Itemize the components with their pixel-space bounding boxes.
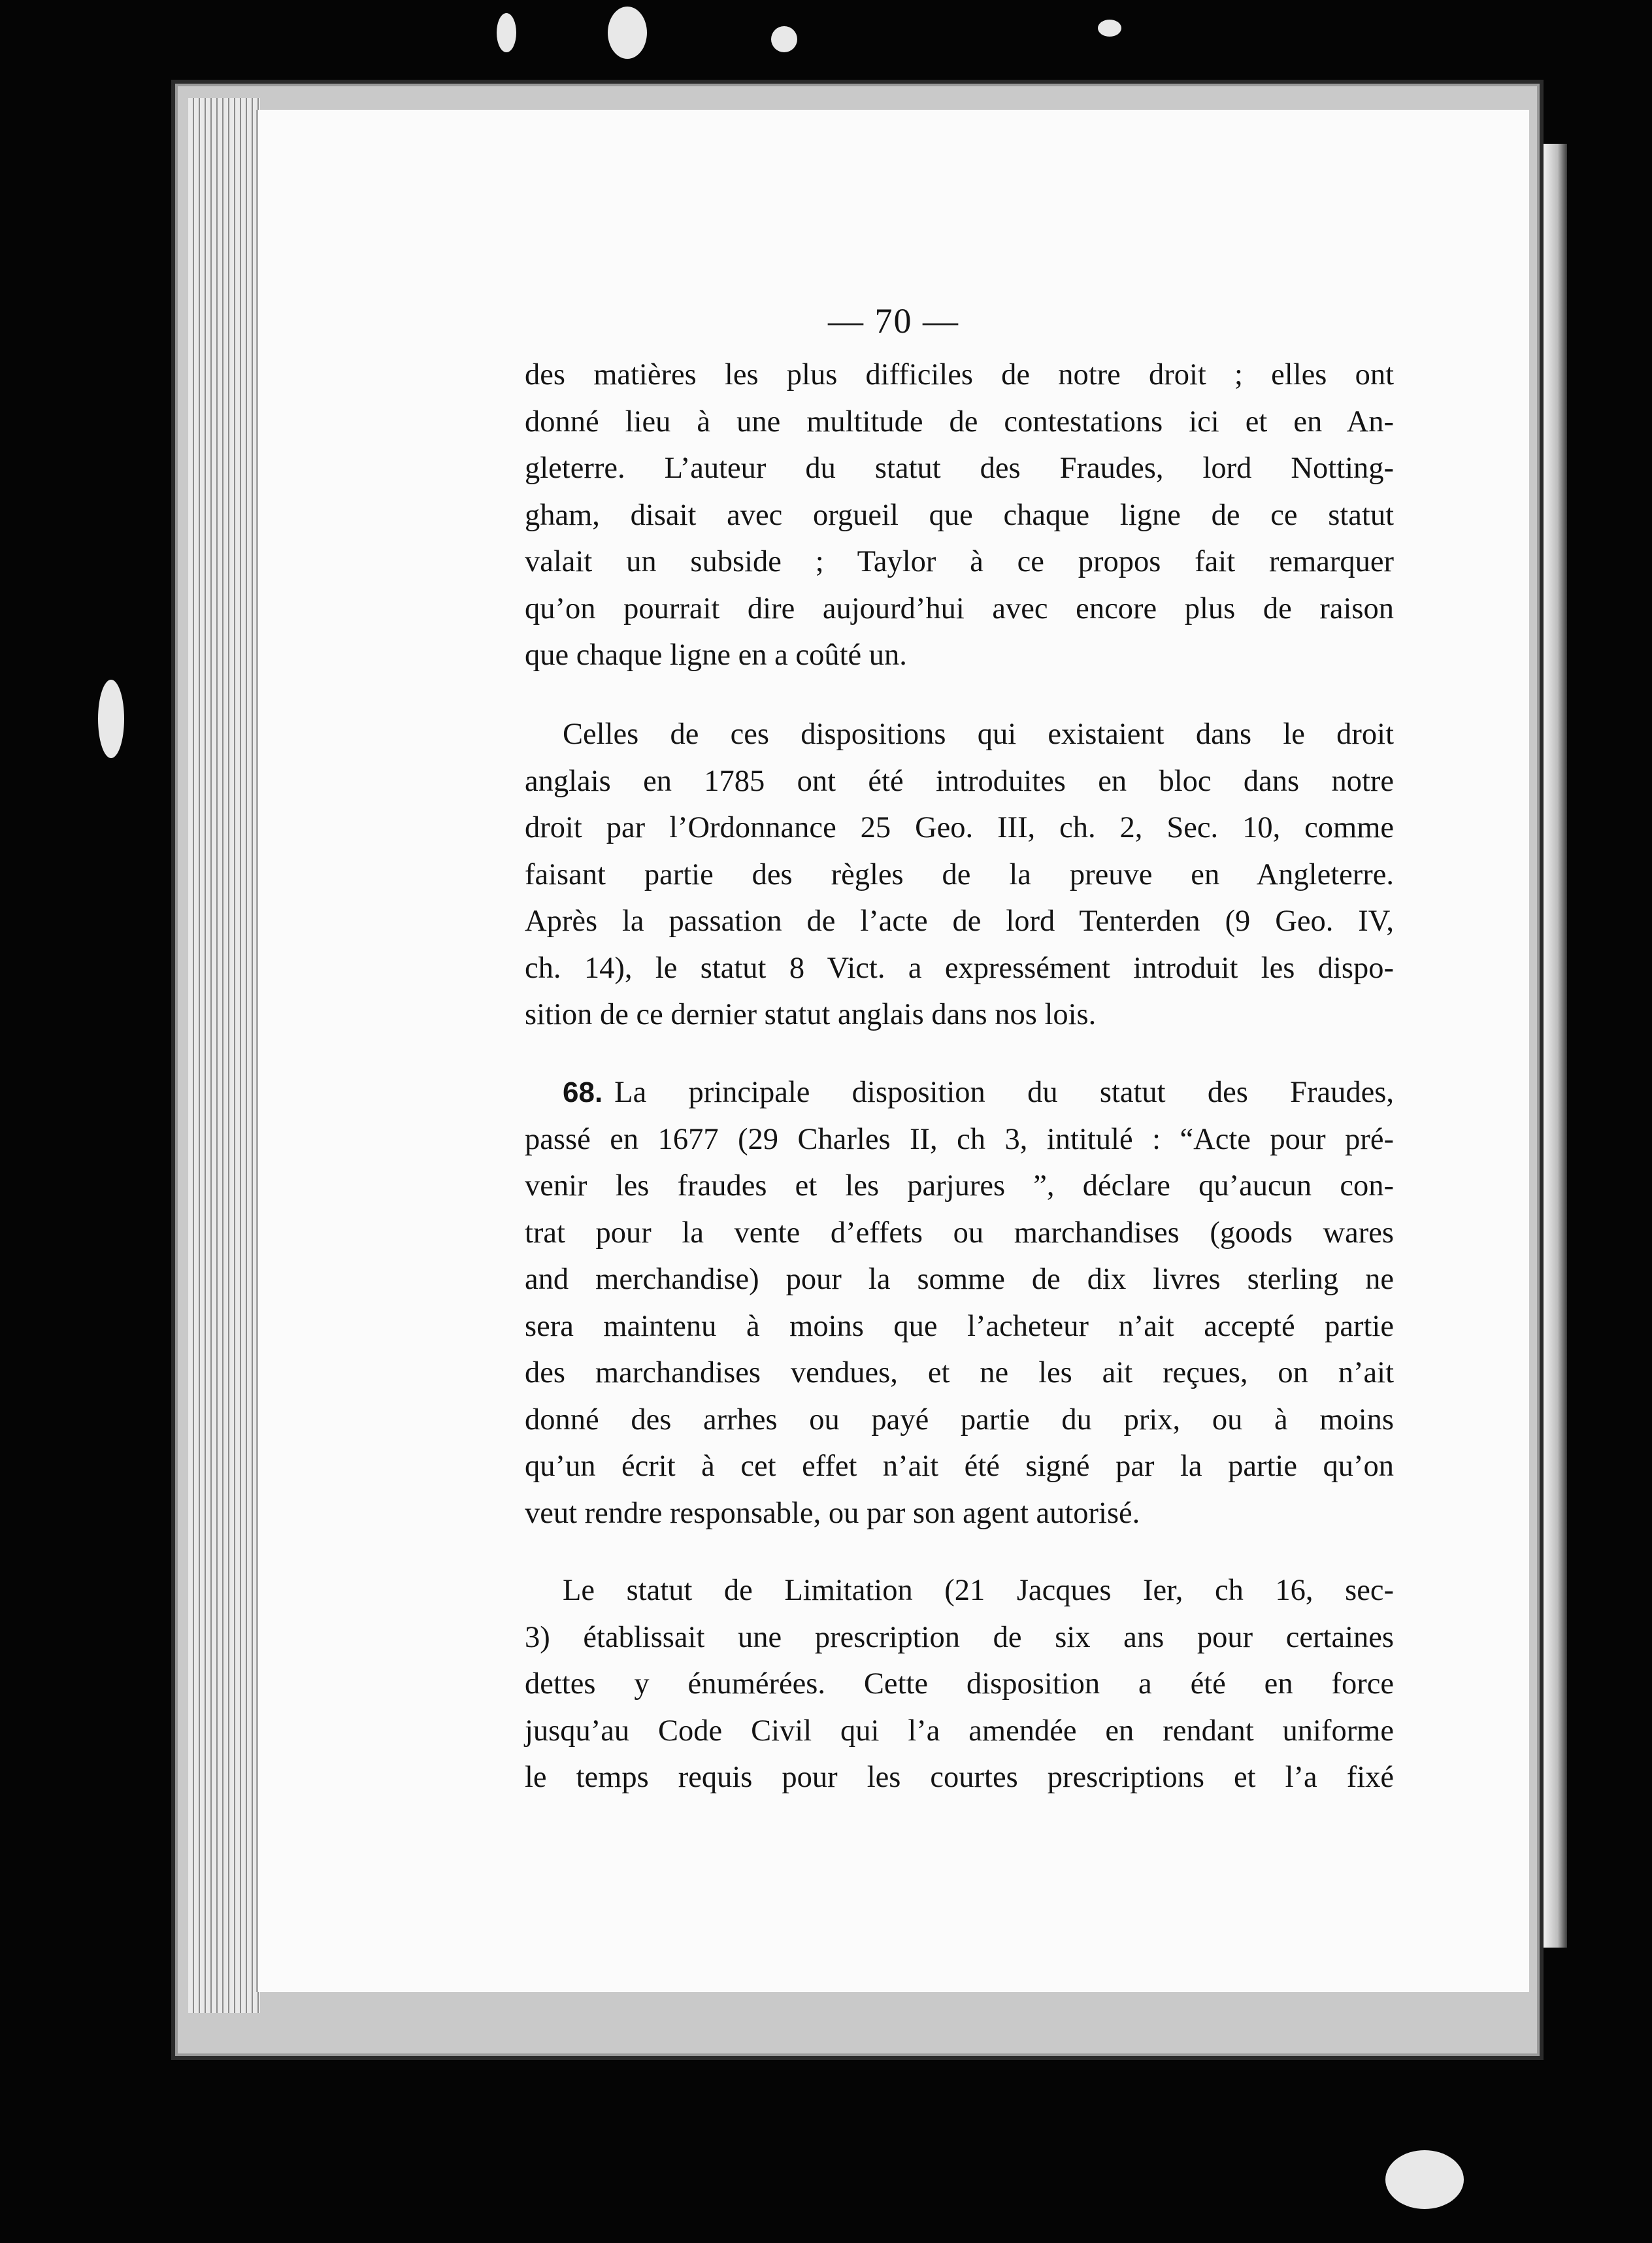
- text-line: 3) établissait une prescription de six ans pour certaines: [525, 1620, 1394, 1654]
- text-line: des marchandises vendues, et ne les ait reçues, on n’ait: [525, 1356, 1394, 1389]
- text-line: Après la passation de l’acte de lord Tenterden (9 Geo. IV,: [525, 905, 1394, 938]
- text-line: faisant partie des règles de la preuve en Angleterre.: [525, 857, 1394, 891]
- text-line: le temps requis pour les courtes prescriptions et l’a fixé: [525, 1761, 1394, 1794]
- facing-page-strip: [1544, 144, 1567, 1948]
- text-line: jusqu’au Code Civil qui l’a amendée en rendant uniforme: [525, 1714, 1394, 1748]
- text-line: droit par l’Ordonnance 25 Geo. III, ch. 2, Sec. 10, comme: [525, 811, 1394, 844]
- section-first-line: [525, 1069, 1394, 1116]
- book-page: [256, 110, 1529, 1992]
- scan-speck: [608, 7, 647, 59]
- paragraph-limitation: [525, 1567, 1394, 1801]
- text-line: anglais en 1785 ont été introduites en bloc dans notre: [525, 764, 1394, 798]
- scan-speck: [1098, 20, 1121, 37]
- paragraph-celles: [525, 711, 1394, 1038]
- text-line: qu’on pourrait dire aujourd’hui avec encore plus de raison: [525, 591, 1394, 625]
- text-line: sition de ce dernier statut anglais dans nos lois.: [525, 998, 1097, 1031]
- text-line: gham, disait avec orgueil que chaque ligne de ce statut: [525, 498, 1394, 532]
- text-line: dettes y énumérées. Cette disposition a été en force: [525, 1667, 1394, 1701]
- text-line: que chaque ligne en a coûté un.: [525, 639, 907, 672]
- page-number: — 70 —: [828, 301, 959, 341]
- text-line: passé en 1677 (29 Charles II, ch 3, intitulé : “Acte pour pré-: [525, 1122, 1394, 1156]
- section-68: [525, 1069, 1394, 1537]
- paragraph-continuation: [525, 352, 1394, 679]
- text-line: veut rendre responsable, ou par son agent autorisé.: [525, 1496, 1140, 1530]
- text-line: sera maintenu à moins que l’acheteur n’ait accepté partie: [525, 1309, 1394, 1343]
- text-line: donné des arrhes ou payé partie du prix, ou à moins: [525, 1403, 1394, 1437]
- scan-speck: [771, 26, 797, 52]
- section-number: 68.: [563, 1076, 603, 1108]
- text-line: Celles de ces dispositions qui existaient dans le droit: [563, 718, 1394, 751]
- page-stack-edges: [188, 98, 260, 2013]
- text-line: ch. 14), le statut 8 Vict. a expressément introduit les dispo-: [525, 951, 1394, 985]
- text-line: venir les fraudes et les parjures ”, déclare qu’aucun con-: [525, 1169, 1394, 1203]
- text-run: La principale disposition du statut des Fraudes,: [614, 1076, 1394, 1109]
- scan-speck: [497, 13, 516, 52]
- scan-speck: [1385, 2150, 1464, 2209]
- text-line: donné lieu à une multitude de contestations ici et en An-: [525, 405, 1394, 439]
- text-line: valait un subside ; Taylor à ce propos fait remarquer: [525, 545, 1394, 578]
- text-line: Le statut de Limitation (21 Jacques Ier, ch 16, sec-: [563, 1574, 1394, 1607]
- text-line: trat pour la vente d’effets ou marchandises (goods wares: [525, 1216, 1394, 1250]
- text-line: des matières les plus difficiles de notre droit ; elles ont: [525, 358, 1394, 391]
- scan-speck: [98, 680, 124, 758]
- text-line: qu’un écrit à cet effet n’ait été signé par la partie qu’on: [525, 1450, 1394, 1483]
- text-line: and merchandise) pour la somme de dix livres sterling ne: [525, 1263, 1394, 1296]
- text-line: gleterre. L’auteur du statut des Fraudes, lord Notting-: [525, 452, 1394, 485]
